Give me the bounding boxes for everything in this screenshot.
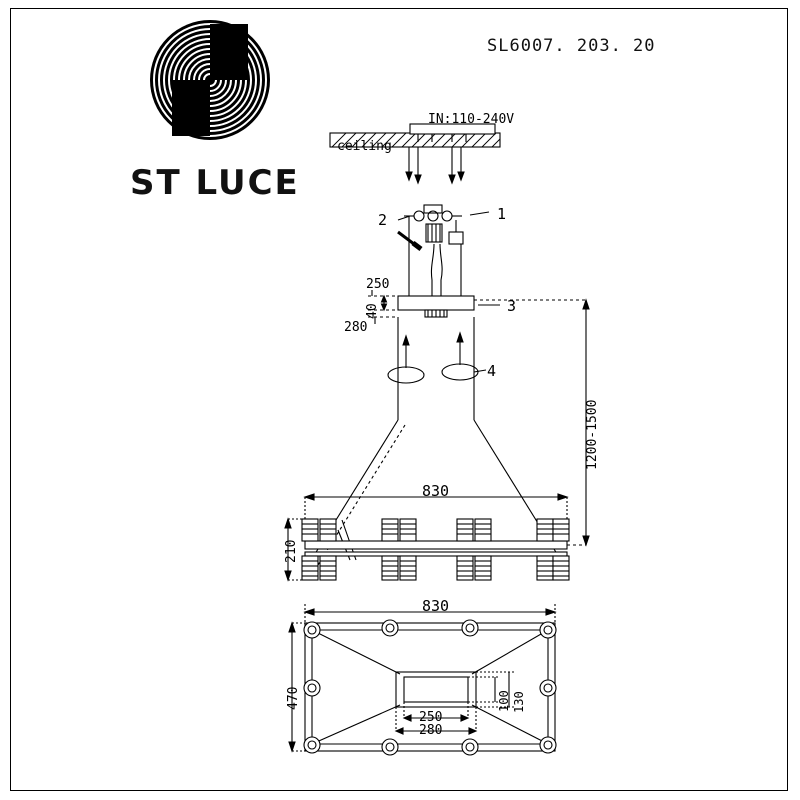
label-input-voltage: IN:110-240V [428,112,515,127]
callout-3: 3 [507,297,517,315]
dim-100: 100 [497,690,511,712]
brand-name: ST LUCE [130,163,300,203]
dim-470: 470 [286,686,301,710]
callout-2: 2 [378,211,388,229]
label-ceiling: ceiling [337,139,392,154]
dim-830-plan: 830 [422,597,450,615]
dim-1200-1500: 1200-1500 [585,399,600,470]
dim-40: 40 [365,303,380,319]
dim-280-plan: 280 [419,723,443,738]
dim-250-top: 250 [366,277,390,292]
dim-250-plan: 250 [419,710,443,725]
dim-210: 210 [284,539,299,563]
callout-4: 4 [487,362,497,380]
product-code: SL6007. 203. 20 [487,36,656,56]
dim-130: 130 [512,691,526,713]
dim-280-top: 280 [344,320,368,335]
dim-830-front: 830 [422,482,450,500]
callout-1: 1 [497,205,507,223]
